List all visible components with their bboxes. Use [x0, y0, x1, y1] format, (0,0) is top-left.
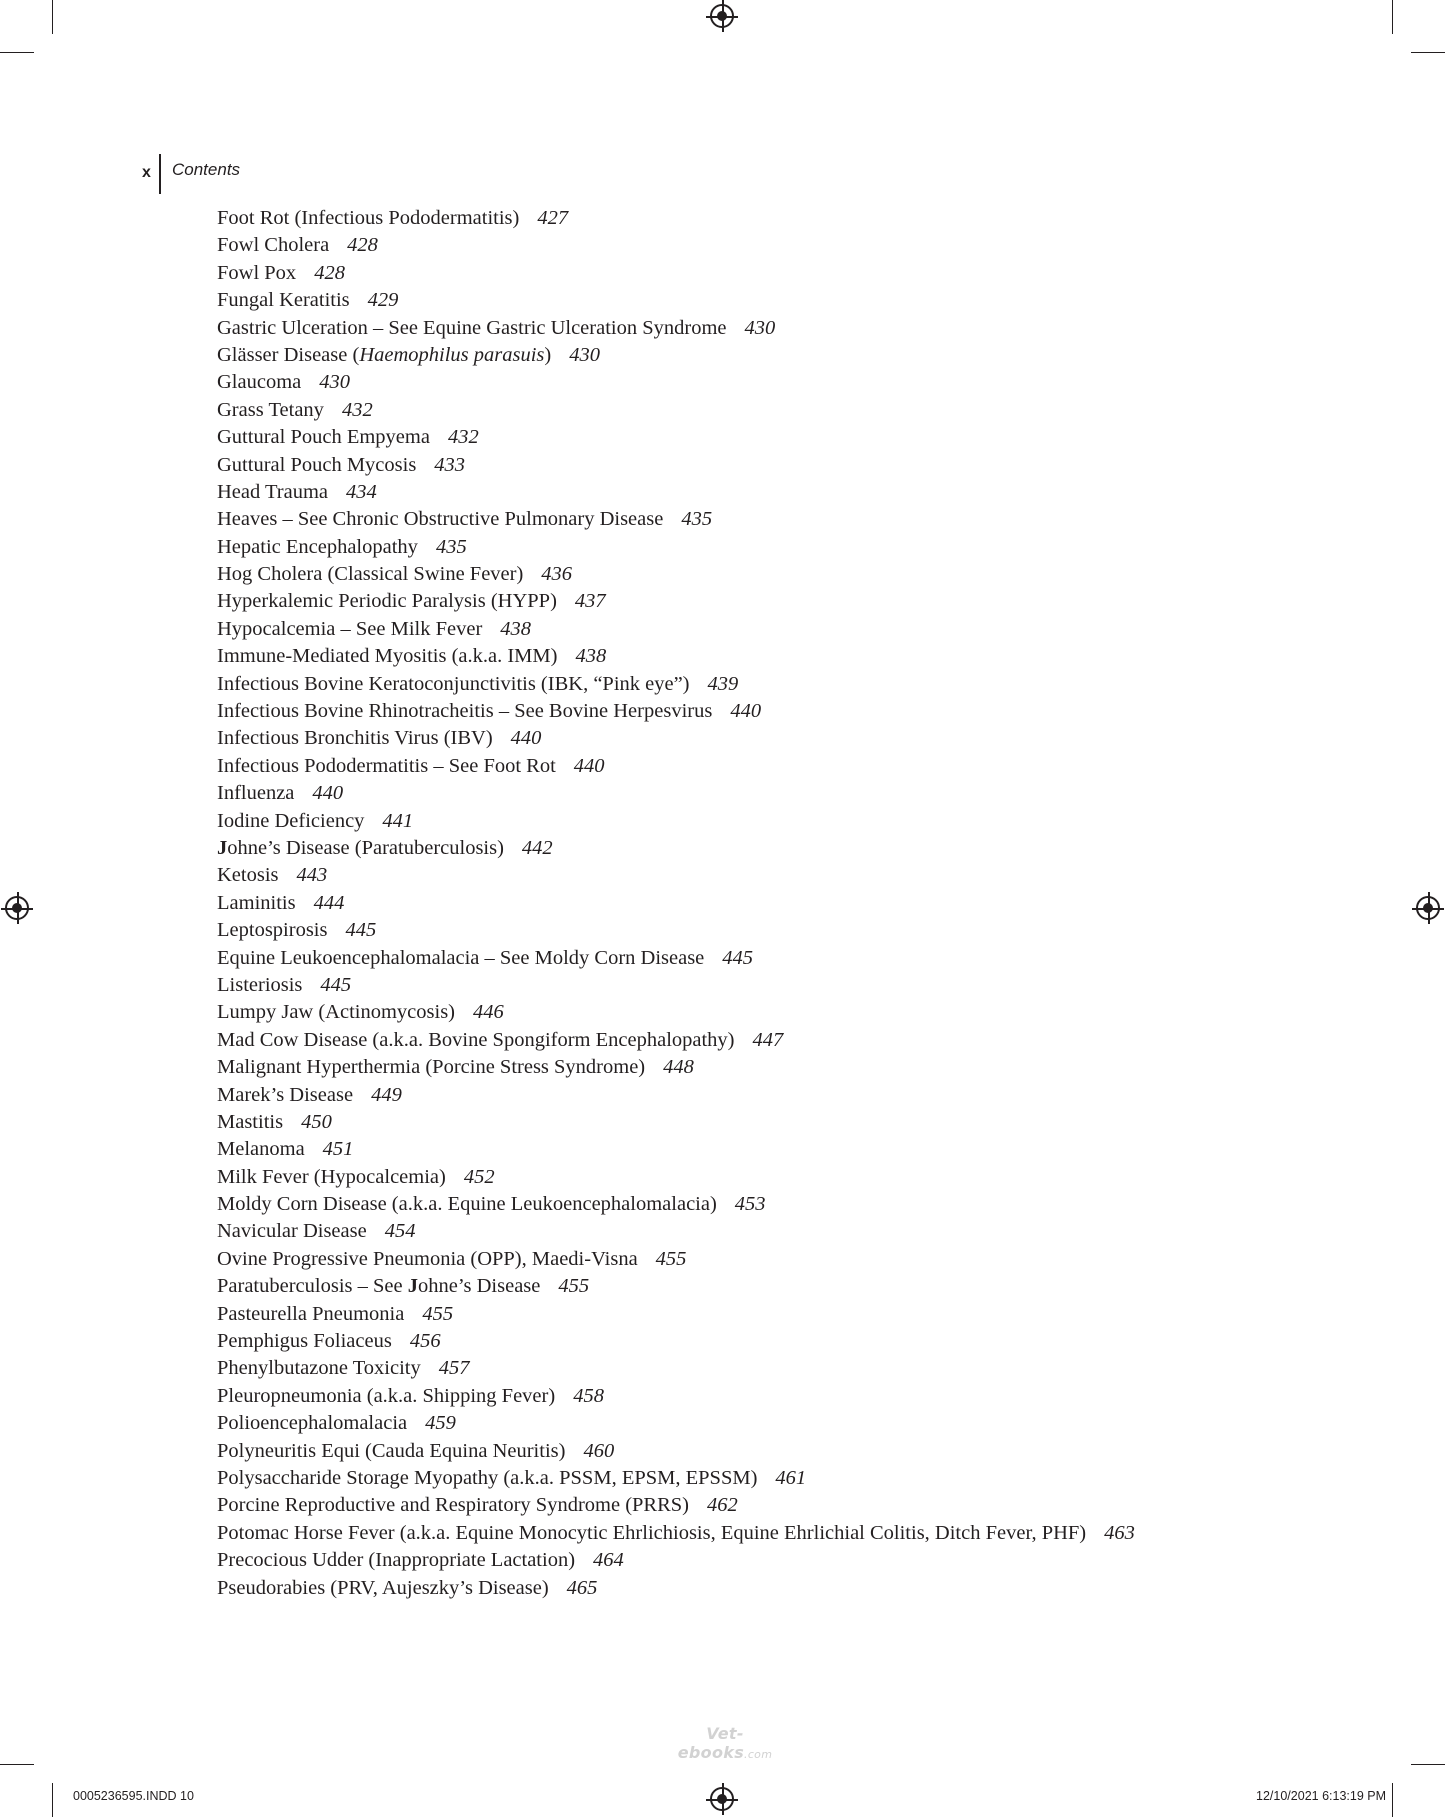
toc-entry-title: Mad Cow Disease (a.k.a. Bovine Spongiform Encephalopathy) [217, 1028, 735, 1051]
toc-entry [217, 369, 1217, 396]
toc-page-number: 430 [744, 316, 776, 339]
toc-entry-title: Guttural Pouch Empyema [217, 426, 430, 449]
toc-page-number: 439 [707, 672, 739, 695]
toc-entry [217, 534, 1217, 561]
toc-entry-title: Moldy Corn Disease (a.k.a. Equine Leukoencephalomalacia) [217, 1193, 717, 1216]
toc-entry-title: Infectious Pododermatitis – See Foot Rot [217, 754, 556, 777]
toc-page-number: 435 [681, 508, 713, 531]
toc-entry-title: Malignant Hyperthermia (Porcine Stress Syndrome) [217, 1056, 646, 1079]
toc-entry [217, 205, 1217, 232]
toc-page-number: 440 [573, 754, 605, 777]
crop-mark [1392, 0, 1393, 34]
toc-page-number: 442 [521, 836, 553, 859]
toc-entry-title: Leptospirosis [217, 919, 328, 942]
toc-entry-title: Infectious Bovine Rhinotracheitis – See Bovine Herpesvirus [217, 700, 713, 723]
toc-entry-title: Immune-Mediated Myositis (a.k.a. IMM) [217, 645, 558, 668]
toc-entry [217, 561, 1217, 588]
toc-entry [217, 1027, 1217, 1054]
toc-entry-title: Navicular Disease [217, 1220, 367, 1243]
toc-entry-title: Gastric Ulceration – See Equine Gastric Ulceration Syndrome [217, 316, 727, 339]
toc-entry-title: Milk Fever (Hypocalcemia) [217, 1165, 446, 1188]
toc-entry-title: Ovine Progressive Pneumonia (OPP), Maedi-Visna [217, 1247, 638, 1270]
toc-entry-title: Infectious Bovine Keratoconjunctivitis (IBK, “Pink eye”) [217, 672, 690, 695]
toc-entry [217, 1082, 1217, 1109]
registration-mark-icon [5, 896, 29, 920]
toc-entry [217, 588, 1217, 615]
toc-entry [217, 452, 1217, 479]
toc-page-number: 438 [575, 645, 607, 668]
toc-entry [217, 643, 1217, 670]
toc-entry-title: Phenylbutazone Toxicity [217, 1357, 421, 1380]
toc-entry [217, 671, 1217, 698]
toc-entry-title: Equine Leukoencephalomalacia – See Moldy Corn Disease [217, 946, 705, 969]
toc-entry-title: ) [544, 343, 552, 366]
crop-mark [1392, 1783, 1393, 1817]
toc-entry [217, 616, 1217, 643]
crop-mark [1411, 52, 1445, 53]
toc-entry [217, 1492, 1217, 1519]
toc-entry-title: Melanoma [217, 1138, 305, 1161]
toc-entry [217, 315, 1217, 342]
toc-entry [217, 999, 1217, 1026]
toc-entry-title: Influenza [217, 782, 295, 805]
toc-page-number: 434 [346, 480, 377, 503]
toc-page-number: 456 [409, 1330, 441, 1353]
toc-page-number: 457 [438, 1357, 470, 1380]
registration-mark-icon [710, 1787, 734, 1811]
toc-entry [217, 1164, 1217, 1191]
toc-page-number: 433 [434, 453, 466, 476]
toc-entry [217, 1547, 1217, 1574]
toc-page-number: 429 [367, 289, 399, 312]
toc-entry [217, 1383, 1217, 1410]
toc-entry [217, 725, 1217, 752]
page-folio: x [142, 164, 151, 181]
watermark [660, 1724, 790, 1762]
toc-entry [217, 506, 1217, 533]
toc-page-number: 427 [537, 207, 569, 229]
slug-datetime: 12/10/2021 6:13:19 PM [1256, 1789, 1386, 1803]
toc-page-number: 448 [663, 1056, 694, 1079]
toc-entry [217, 917, 1217, 944]
toc-page-number: 428 [314, 261, 345, 284]
slug-filename: 0005236595.INDD 10 [73, 1789, 194, 1803]
toc-entry [217, 1438, 1217, 1465]
toc-page-number: 438 [500, 617, 532, 640]
toc-entry [217, 1191, 1217, 1218]
toc-page-number: 443 [296, 864, 328, 887]
toc-entry-title: Guttural Pouch Mycosis [217, 453, 417, 476]
toc-entry-title: Ketosis [217, 864, 279, 887]
toc-page-number: 445 [722, 946, 754, 969]
toc-page-number: 451 [322, 1138, 354, 1161]
toc-page-number: 440 [510, 727, 542, 750]
toc-page-number: 454 [384, 1220, 416, 1243]
toc-entry [217, 260, 1217, 287]
toc-entry-title: Infectious Bronchitis Virus (IBV) [217, 727, 493, 750]
head-rule [159, 154, 161, 194]
toc-entry [217, 972, 1217, 999]
toc-page-number: 462 [707, 1494, 738, 1517]
crop-mark [52, 1783, 53, 1817]
crop-mark [1411, 1764, 1445, 1765]
toc-entry [217, 1355, 1217, 1382]
toc-entry-title: Pemphigus Foliaceus [217, 1330, 392, 1353]
toc-page-number: 444 [313, 891, 345, 914]
toc-page-number: 436 [541, 563, 573, 586]
toc-entry-title: Polioencephalomalacia [217, 1412, 408, 1435]
toc-entry [217, 890, 1217, 917]
registration-mark-icon [1416, 896, 1440, 920]
toc-entry-title: Potomac Horse Fever (a.k.a. Equine Monocytic Ehrlichiosis, Equine Ehrlichial Colitis, Ditch Fever, PHF) [217, 1521, 1087, 1544]
toc-entry-title: Grass Tetany [217, 398, 324, 421]
toc-page-number: 455 [655, 1247, 687, 1270]
toc-entry-title: Pseudorabies (PRV, Aujeszky’s Disease) [217, 1576, 549, 1599]
toc-page-number: 440 [730, 700, 762, 723]
toc-entry [217, 780, 1217, 807]
toc-entry [217, 424, 1217, 451]
toc-entry-title: Listeriosis [217, 973, 303, 996]
toc-entry-title: Marek’s Disease [217, 1083, 354, 1106]
toc-entry [217, 1575, 1217, 1602]
toc-entry-title: Polysaccharide Storage Myopathy (a.k.a. PSSM, EPSM, EPSSM) [217, 1466, 758, 1489]
toc-entry-title: Fowl Cholera [217, 234, 330, 257]
toc-entry [217, 808, 1217, 835]
toc-entry [217, 835, 1217, 862]
toc-entry [217, 945, 1217, 972]
toc-entry [217, 1301, 1217, 1328]
toc-entry-title: Precocious Udder (Inappropriate Lactation) [217, 1549, 576, 1572]
toc-page-number: 447 [752, 1028, 784, 1051]
toc-page-number: 452 [463, 1165, 495, 1188]
toc-entry-title: Hypocalcemia – See Milk Fever [217, 617, 483, 640]
toc-entry-title-bold: J [217, 836, 228, 859]
toc-page-number: 463 [1104, 1521, 1135, 1544]
toc-page-number: 449 [371, 1083, 402, 1106]
watermark-suffix: .com [744, 1748, 773, 1761]
contents-list [217, 205, 1217, 1602]
toc-entry [217, 753, 1217, 780]
toc-page-number: 465 [566, 1576, 598, 1599]
toc-page-number: 446 [473, 1001, 504, 1024]
toc-entry [217, 1520, 1217, 1547]
toc-entry-title: Porcine Reproductive and Respiratory Syndrome (PRRS) [217, 1494, 690, 1517]
toc-page-number: 440 [312, 782, 344, 805]
toc-entry-title: Mastitis [217, 1110, 284, 1133]
toc-entry-title: Hyperkalemic Periodic Paralysis (HYPP) [217, 590, 557, 613]
toc-entry-title: Paratuberculosis – See [217, 1275, 408, 1298]
toc-entry-title: Pleuropneumonia (a.k.a. Shipping Fever) [217, 1384, 556, 1407]
toc-page-number: 464 [593, 1549, 624, 1572]
toc-entry [217, 1136, 1217, 1163]
toc-entry-title: Laminitis [217, 891, 296, 914]
toc-page-number: 450 [301, 1110, 332, 1133]
toc-entry-title: Foot Rot (Infectious Pododermatitis) [217, 207, 520, 229]
toc-entry-title: Head Trauma [217, 480, 329, 503]
toc-entry [217, 1273, 1217, 1300]
toc-entry-title: Glässer Disease ( [217, 343, 360, 366]
toc-entry-title-bold: J [407, 1275, 418, 1298]
toc-entry [217, 342, 1217, 369]
toc-entry-title: Hog Cholera (Classical Swine Fever) [217, 563, 524, 586]
toc-page-number: 460 [583, 1439, 615, 1462]
toc-entry [217, 1328, 1217, 1355]
toc-entry [217, 1246, 1217, 1273]
toc-entry [217, 232, 1217, 259]
toc-entry-title: ohne’s Disease (Paratuberculosis) [227, 836, 504, 859]
toc-page-number: 432 [341, 398, 373, 421]
toc-page-number: 432 [447, 426, 479, 449]
toc-entry-title-italic: Haemophilus parasuis [359, 343, 545, 366]
running-head-title: Contents [172, 160, 241, 179]
registration-mark-icon [710, 4, 734, 28]
toc-page-number: 461 [775, 1466, 807, 1489]
watermark-name: Vet-ebooks [677, 1724, 745, 1762]
toc-entry-title: Fungal Keratitis [217, 289, 350, 312]
toc-entry [217, 1410, 1217, 1437]
toc-page-number: 430 [569, 343, 600, 366]
toc-page-number: 435 [435, 535, 467, 558]
toc-page-number: 441 [382, 809, 414, 832]
toc-entry [217, 1465, 1217, 1492]
toc-entry [217, 397, 1217, 424]
crop-mark [0, 52, 34, 53]
toc-entry [217, 862, 1217, 889]
toc-entry [217, 287, 1217, 314]
toc-entry-title: Glaucoma [217, 371, 302, 394]
toc-entry [217, 1218, 1217, 1245]
crop-mark [0, 1764, 34, 1765]
toc-entry-title: Fowl Pox [217, 261, 297, 284]
toc-entry-title: Heaves – See Chronic Obstructive Pulmonary Disease [217, 508, 664, 531]
toc-entry [217, 1054, 1217, 1081]
toc-page-number: 455 [558, 1275, 590, 1298]
toc-entry-title: Lumpy Jaw (Actinomycosis) [217, 1001, 455, 1024]
toc-page-number: 445 [320, 973, 352, 996]
toc-page-number: 430 [319, 371, 350, 394]
toc-page-number: 455 [422, 1302, 454, 1325]
toc-entry [217, 698, 1217, 725]
toc-entry-title: Polyneuritis Equi (Cauda Equina Neuritis) [217, 1439, 566, 1462]
toc-page-number: 428 [347, 234, 378, 257]
toc-entry [217, 1109, 1217, 1136]
toc-page-number: 458 [573, 1384, 604, 1407]
toc-page-number: 453 [734, 1193, 766, 1216]
toc-entry-title: Iodine Deficiency [217, 809, 365, 832]
toc-page-number: 459 [425, 1412, 456, 1435]
toc-page-number: 437 [574, 590, 606, 613]
crop-mark [52, 0, 53, 34]
toc-page-number: 445 [345, 919, 377, 942]
toc-entry-title: ohne’s Disease [417, 1275, 541, 1298]
toc-entry-title: Pasteurella Pneumonia [217, 1302, 405, 1325]
toc-entry-title: Hepatic Encephalopathy [217, 535, 418, 558]
toc-entry [217, 479, 1217, 506]
